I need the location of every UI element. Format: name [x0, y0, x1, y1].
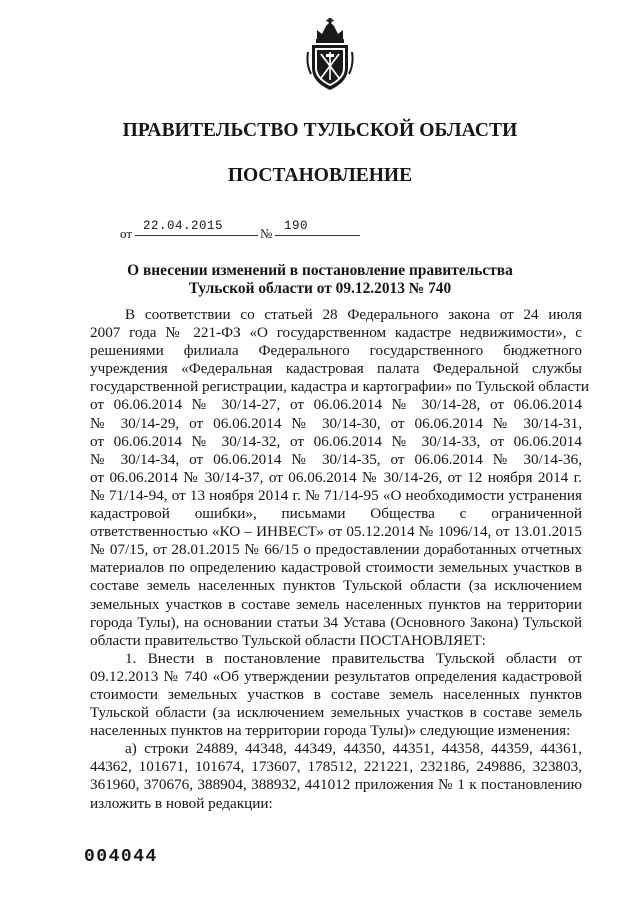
body-line: 361960, 370676, 388904, 388932, 441012 приложения № 1 к постановлению [90, 776, 582, 794]
body-line: материалов по определению кадастровой стоимости земельных участков в [90, 559, 582, 577]
document-serial-number: 004044 [84, 847, 158, 867]
body-line: № 30/14-34, от 06.06.2014 № 30/14-35, от 06.06.2014 № 30/14-36, [90, 450, 582, 468]
document-body [90, 306, 590, 813]
body-line: решениями филиала Федерального государственного бюджетного [90, 342, 582, 360]
date-number-line [120, 219, 380, 241]
number-prefix: № [260, 226, 273, 241]
document-number: 190 [284, 219, 309, 233]
body-line: от 06.06.2014 № 30/14-27, от 06.06.2014 № 30/14-28, от 06.06.2014 [90, 396, 582, 414]
body-line: стоимости земельных участков в составе земель населенных пунктов [90, 685, 582, 703]
body-line: государственной регистрации, кадастра и картографии» по Тульской области [90, 378, 590, 396]
body-line: кадастровой ошибки», письмами Общества с ограниченной [90, 505, 582, 523]
body-line: области правительство Тульской области ПОСТАНОВЛЯЕТ: [90, 631, 486, 649]
body-line: от 06.06.2014 № 30/14-32, от 06.06.2014 № 30/14-33, от 06.06.2014 [90, 432, 582, 450]
date-underline [135, 235, 258, 236]
body-line: № 30/14-29, от 06.06.2014 № 30/14-30, от 06.06.2014 № 30/14-31, [90, 414, 582, 432]
government-title: ПРАВИТЕЛЬСТВО ТУЛЬСКОЙ ОБЛАСТИ [122, 120, 518, 141]
body-line: а) строки 24889, 44348, 44349, 44350, 44351, 44358, 44359, 44361, [125, 740, 582, 758]
body-line: 2007 года № 221-ФЗ «О государственном кадастре недвижимости», с [90, 324, 582, 342]
subject-line: Тульской области от 09.12.2013 № 740 [188, 280, 452, 297]
body-line: населенных пунктов на территории города Тулы)» следующие изменения: [90, 722, 571, 740]
body-line: учреждения «Федеральная кадастровая палата Федеральной службы [90, 360, 582, 378]
body-line: от 06.06.2014 № 30/14-37, от 06.06.2014 № 30/14-26, от 12 ноября 2014 г. [90, 468, 582, 486]
document-date: 22.04.2015 [143, 219, 224, 233]
subject-line: О внесении изменений в постановление правительства [127, 262, 513, 279]
body-line: 44362, 101671, 101674, 173607, 178512, 221221, 232186, 249886, 323803, [90, 758, 582, 776]
body-line: составе земель населенных пунктов Тульской области (за исключением [90, 577, 582, 595]
body-line: № 07/15, от 28.01.2015 № 66/15 о предоставлении доработанных отчетных [90, 541, 582, 559]
body-line: города Тулы), на основании статьи 34 Устава (Основного Закона) Тульской [90, 613, 582, 631]
body-line: земельных участков в составе земель населенных пунктов на территории [90, 595, 582, 613]
body-line: изложить в новой редакции: [90, 794, 273, 812]
date-prefix: от [120, 226, 133, 241]
body-line: 09.12.2013 № 740 «Об утверждении результатов определения кадастровой [90, 667, 582, 685]
coat-of-arms-icon [305, 18, 355, 92]
document-subject [0, 262, 640, 298]
body-line: 1. Внести в постановление правительства Тульской области от [125, 649, 582, 667]
body-line: В соответствии со статьей 28 Федерального закона от 24 июля [125, 306, 582, 323]
number-underline [275, 235, 360, 236]
body-line: № 71/14-94, от 13 ноября 2014 г. № 71/14-95 «О необходимости устранения [90, 486, 582, 504]
body-line: Тульской области (за исключением земельных участков в составе земель [90, 704, 582, 722]
document-type: ПОСТАНОВЛЕНИЕ [227, 165, 413, 186]
body-line: ответственностью «КО – ИНВЕСТ» от 05.12.2014 № 1096/14, от 13.01.2015 [90, 523, 582, 541]
